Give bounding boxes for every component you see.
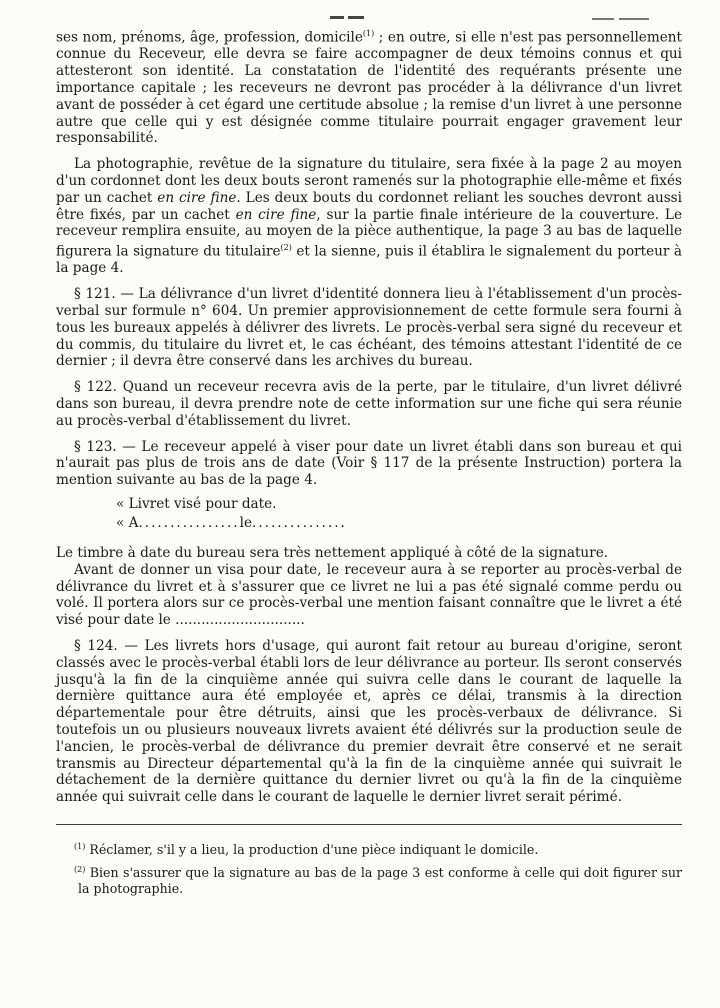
footnote-text: Bien s'assurer que la signature au bas de la page 3 est conforme à celle qui doit figurer sur la photographie. bbox=[78, 865, 682, 897]
section-122 bbox=[56, 379, 682, 429]
mention-line-2 bbox=[116, 514, 682, 533]
section-text: § 122. Quand un receveur recevra avis de la perte, par le titulaire, d'un livret délivré dans son bureau, il devra prendre note de cette information sur une fiche qui sera réunie au procès-verbal d'établissement du livret. bbox=[56, 379, 682, 429]
paragraph-text: et la sienne, puis il établira le signalement du porteur à la page 4. bbox=[56, 243, 682, 277]
italic-text: en cire fine bbox=[235, 206, 317, 223]
section-121 bbox=[56, 286, 682, 370]
footnote-separator bbox=[56, 824, 682, 825]
paragraph-photograph bbox=[56, 156, 682, 277]
paragraph-text: Le timbre à date du bureau sera très nettement appliqué à côté de la signature. bbox=[56, 544, 609, 561]
paragraph-text: , sur la partie finale intérieure de la couverture. Le receveur remplira ensuite, au moyen de la pièce authentique, la page 3 au bas de laquelle figurera la signature du titulaire bbox=[56, 206, 682, 260]
mention-formula bbox=[56, 495, 682, 533]
running-header-fragment bbox=[592, 5, 672, 9]
footnote-ref-1: (1) bbox=[362, 29, 375, 38]
footnote-text: Réclamer, s'il y a lieu, la production d'une pièce indiquant le domicile. bbox=[89, 842, 539, 858]
paragraph-identity bbox=[56, 26, 682, 147]
footnote-mark: (2) bbox=[74, 865, 86, 875]
paragraph-visa bbox=[56, 562, 682, 629]
section-text: § 121. — La délivrance d'un livret d'identité donnera lieu à l'établissement d'un procès-verbal sur formule n° 604. Un premier approvisionnement de cette formule sera fourni à tous les bureaux appelés à délivrer des livrets. Le procès-verbal sera signé du receveur et du commis, du titulaire du livret et, le cas échéant, des témoins attestant l'identité de ce dernier ; il devra être conservé dans les archives du bureau. bbox=[56, 286, 682, 370]
paragraph-text: La photographie, revêtue de la signature du titulaire, sera fixée à la page 2 au moyen d'un cordonnet dont les deux bouts seront ramenés sur la photographie elle-même et fixés par un cachet bbox=[56, 156, 682, 206]
mention-text: le bbox=[239, 514, 253, 531]
mention-line-1: « Livret visé pour date. bbox=[116, 495, 277, 512]
dotted-leader: .............................. bbox=[170, 612, 305, 629]
section-text: § 123. — Le receveur appelé à viser pour date un livret établi dans son bureau et qui n'aurait pas plus de trois ans de date (Voir § 117 de la présente Instruction) portera la mention suivante au bas de la page 4. bbox=[56, 438, 682, 489]
footnote-ref-2: (2) bbox=[280, 243, 292, 253]
section-123 bbox=[56, 439, 682, 489]
section-text: § 124. — Les livrets hors d'usage, qui auront fait retour au bureau d'origine, seront classés avec le procès-verbal établi lors de leur délivrance au porteur. Ils seront conservés jusqu'à la fin de la cinquième année qui suivra celle dans le courant de laquelle la dernière quittance aura été employée et, après ce délai, transmis à la direction départementale pour être détruits, ainsi que les procès-verbaux de délivrance. Si toutefois un ou plusieurs nouveaux livrets avaient été délivrés sur la production seule de l'ancien, le procès-verbal de délivrance du premier devrait être conservé et ne serait transmis au Directeur départemental qu'à la fin de la cinquième année qui suivrait le détachement de la dernière quittance du dernier livret ou qu'à la fin de la cinquième année qui suivrait celle dans le courant de laquelle le dernier livret serait périmé. bbox=[56, 637, 682, 806]
page-number-fragment bbox=[330, 4, 390, 10]
section-124 bbox=[56, 638, 682, 806]
footnote-1 bbox=[56, 839, 682, 858]
italic-text: en cire fine bbox=[157, 189, 237, 206]
footnote-2 bbox=[56, 862, 682, 897]
mention-text: « A bbox=[116, 514, 139, 531]
paragraph-text: Avant de donner un visa pour date, le receveur aura à se reporter au procès-verbal de délivrance du livret et à s'assurer que ce livret ne lui a pas été signalé comme perdu ou volé. Il portera alors sur ce procès-verbal une mention faisant connaître que le livret a été visé pour date le bbox=[56, 561, 682, 629]
paragraph-text: ses nom, prénoms, âge, profession, domicile bbox=[56, 29, 363, 46]
paragraph-text: ; en outre, si elle n'est pas personnellement connue du Receveur, elle devra se faire accompagner de deux témoins connus et qui attesteront son identité. La constatation de l'identité des requérants présente une importance capitale ; les receveurs ne devront pas procéder à la délivrance d'un livret avant de posséder à cet égard une certitude absolue ; la remise d'un livret à une personne autre que celle qui y est désignée comme titulaire pourrait engager gravement leur responsabilité. bbox=[56, 29, 682, 147]
dotted-leader: ............... bbox=[252, 514, 347, 531]
footnote-mark: (1) bbox=[74, 841, 86, 851]
paragraph-stamp bbox=[56, 545, 682, 562]
paragraph-text: . Les deux bouts du cordonnet reliant les souches devront aussi être fixés, par un cachet bbox=[56, 189, 682, 223]
dotted-leader: ................ bbox=[138, 514, 240, 531]
